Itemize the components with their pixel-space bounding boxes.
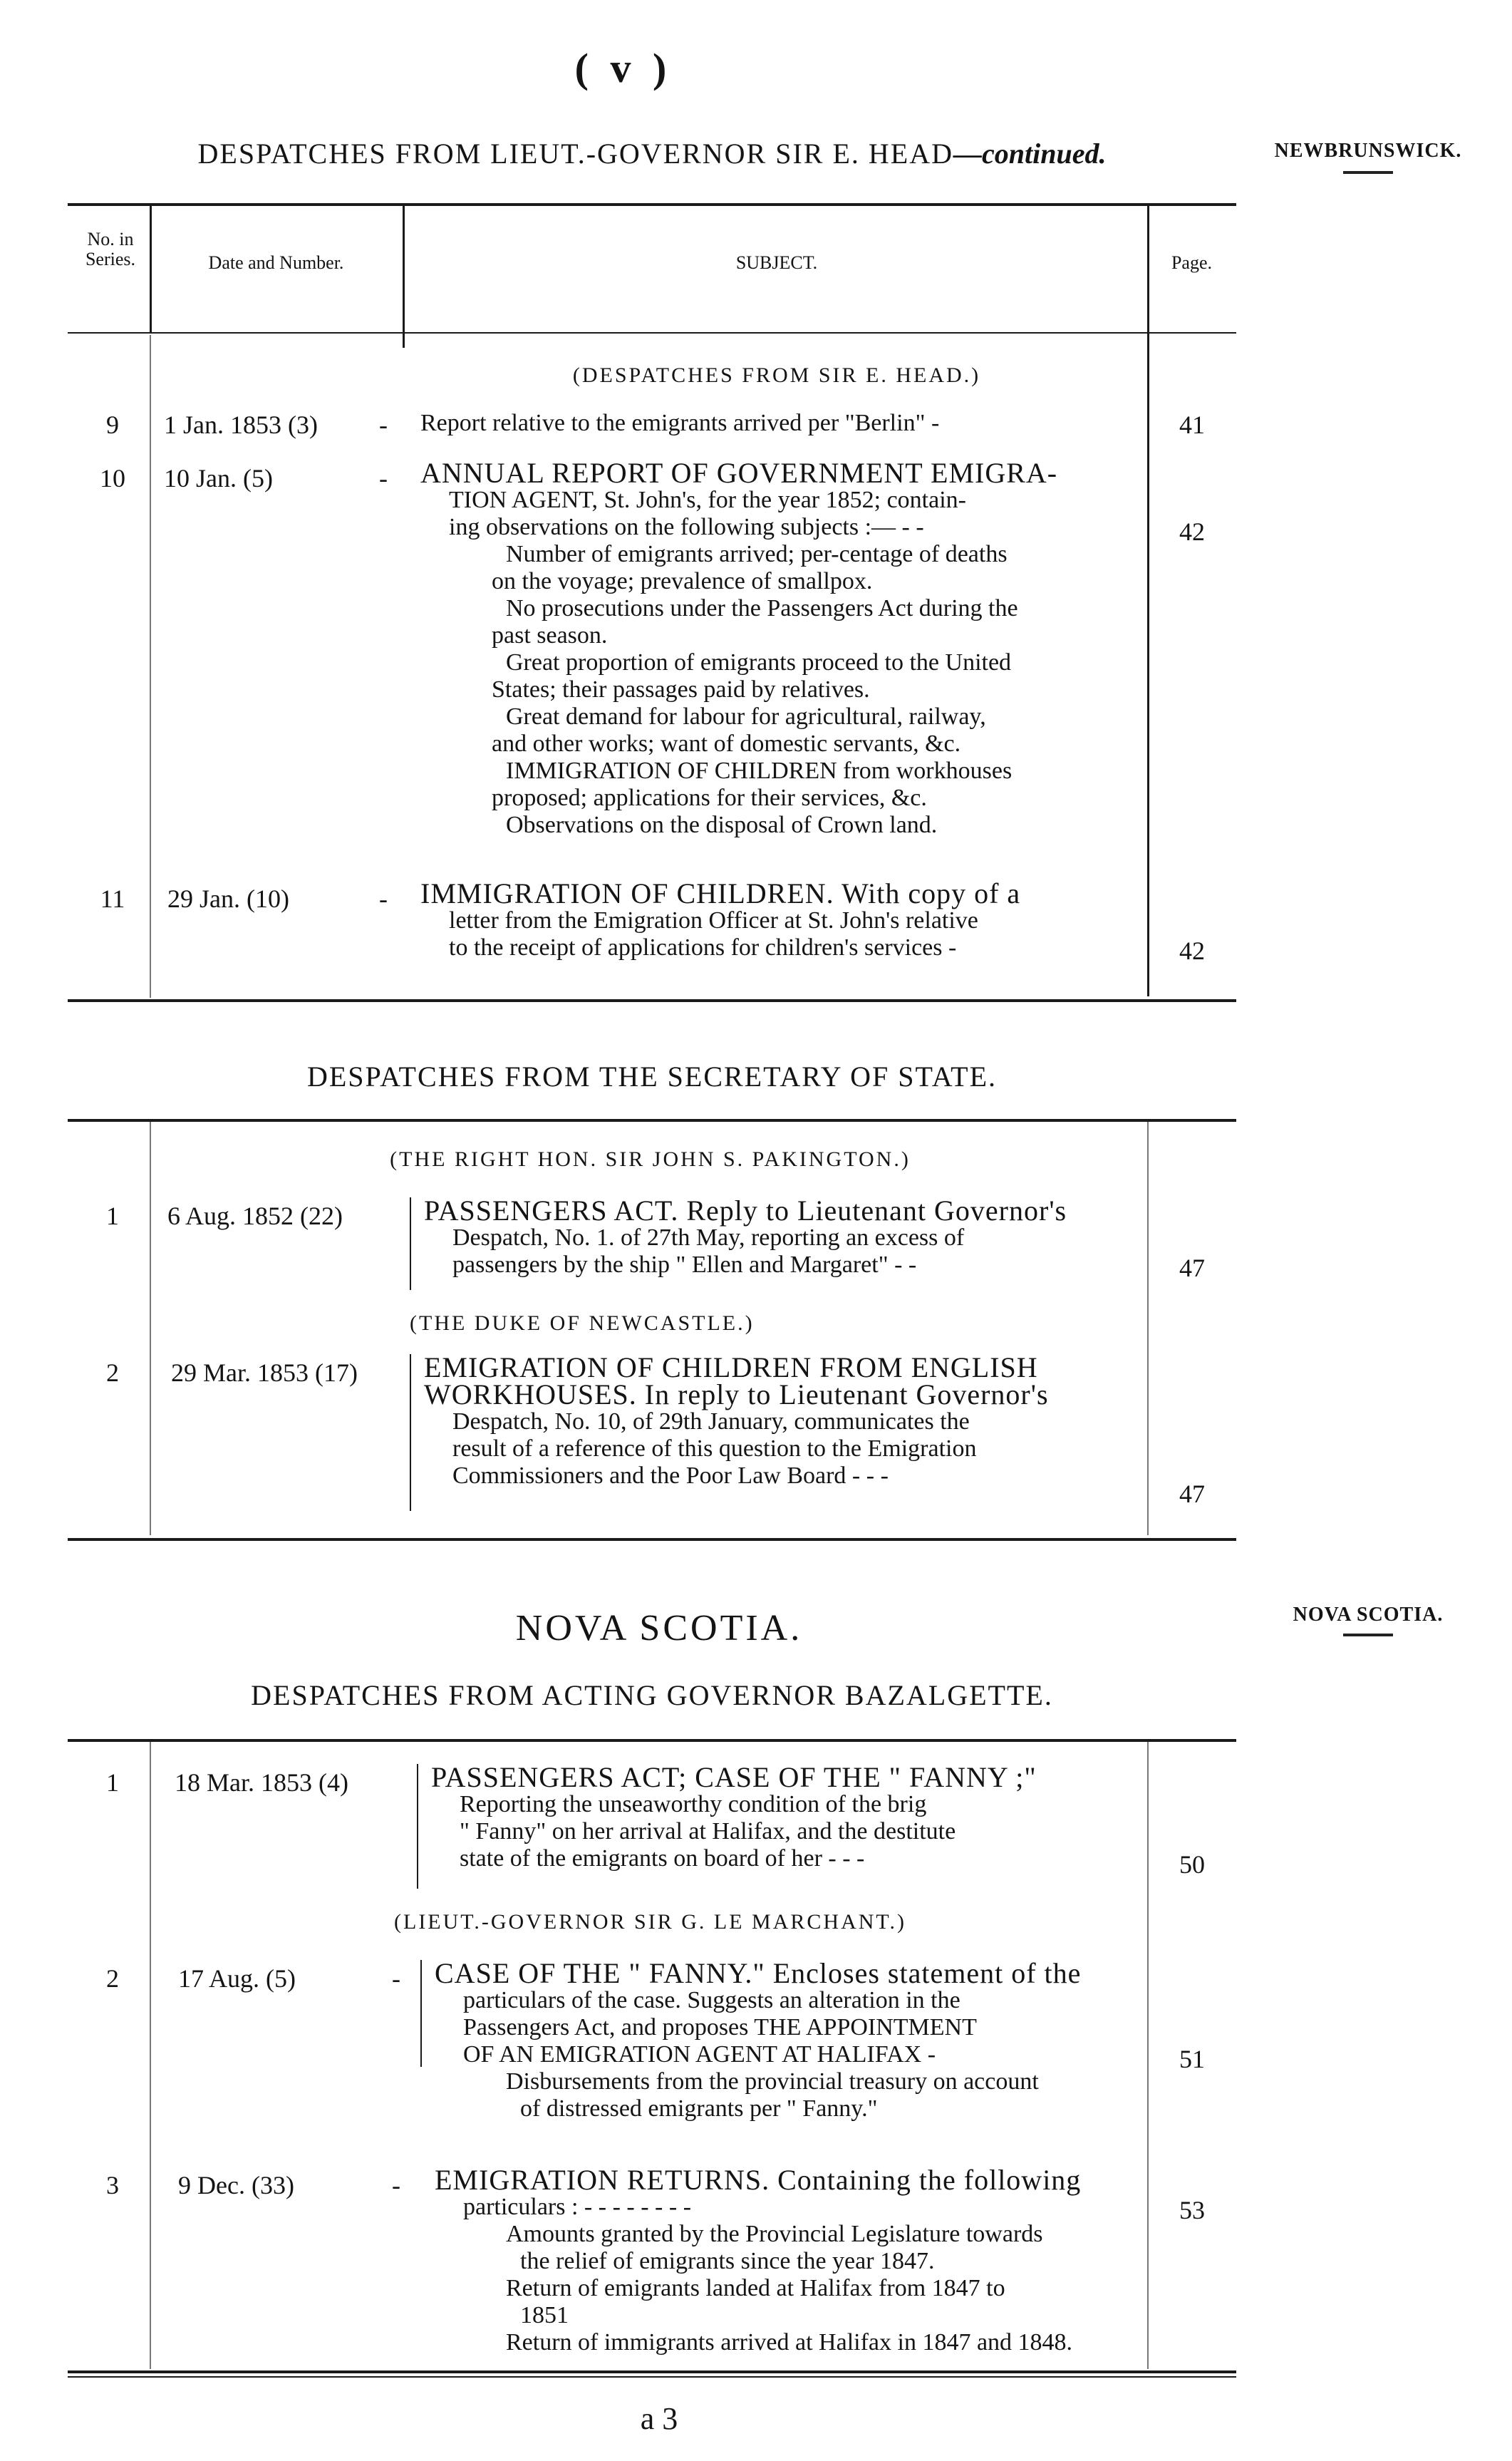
column-divider-dashed <box>150 1122 151 1535</box>
subject-line: and other works; want of domestic servants, &c. <box>492 731 961 757</box>
subject-rule <box>417 1764 418 1889</box>
subject-line: on the voyage; prevalence of smallpox. <box>492 568 873 594</box>
subject-line: " Fanny" on her arrival at Halifax, and the destitute <box>460 1818 956 1845</box>
subject-line: CASE OF THE " FANNY." Encloses statement of the <box>435 1957 1082 1989</box>
subject-line: OF AN EMIGRATION AGENT AT HALIFAX - <box>463 2041 936 2068</box>
row-dash: - <box>379 411 388 439</box>
row-date: 29 Mar. 1853 (17) <box>171 1358 358 1387</box>
row-subject <box>424 1351 1144 1490</box>
subject-line: No prosecutions under the Passengers Act during the <box>506 595 1018 621</box>
section-heading-secretary-of-state: DESPATCHES FROM THE SECRETARY OF STATE. <box>306 1061 998 1093</box>
table-bottom-rule <box>68 1538 1236 1541</box>
subject-line: IMMIGRATION OF CHILDREN from workhouses <box>506 758 1013 784</box>
subject-line: the relief of emigrants since the year 1847. <box>520 2248 935 2274</box>
subject-line: Amounts granted by the Provincial Legislature towards <box>506 2221 1043 2247</box>
column-divider-dashed <box>150 335 151 998</box>
country-title: NOVA SCOTIA. <box>515 1608 803 1649</box>
row-dash: - <box>392 2171 400 2199</box>
subject-line: Despatch, No. 1. of 27th May, reporting an excess of <box>452 1224 965 1251</box>
subject-line: ANNUAL REPORT OF GOVERNMENT EMIGRA- <box>420 457 1058 489</box>
subject-line: to the receipt of applications for children's services - <box>449 934 957 961</box>
row-number: 1 <box>106 1202 119 1230</box>
column-divider-dashed <box>1147 1122 1149 1535</box>
subject-line: Reporting the unseaworthy condition of the brig <box>460 1791 927 1817</box>
signature-mark: a 3 <box>640 2401 678 2436</box>
margin-label-nova-scotia: NOVA SCOTIA. <box>1293 1604 1444 1626</box>
row-number: 1 <box>106 1768 119 1797</box>
subject-line: Number of emigrants arrived; per-centage of deaths <box>506 541 1008 567</box>
column-divider <box>1147 205 1149 996</box>
table-top-rule <box>68 1739 1236 1742</box>
heading-text: DESPATCHES FROM LIEUT.-GOVERNOR SIR E. HEAD <box>197 138 954 170</box>
row-subject <box>431 1761 1144 1872</box>
table-bottom-rule <box>68 999 1236 1002</box>
row-date: 17 Aug. (5) <box>178 1964 296 1993</box>
subject-line: States; their passages paid by relatives. <box>492 676 870 703</box>
subject-line: IMMIGRATION OF CHILDREN. With copy of a <box>420 877 1021 909</box>
column-divider <box>150 205 152 334</box>
row-subject <box>435 1957 1144 2122</box>
table-top-rule <box>68 203 1236 206</box>
subject-line: letter from the Emigration Officer at St. John's relative <box>449 907 978 934</box>
row-subject <box>420 457 1140 839</box>
subject-line: past season. <box>492 622 608 649</box>
section-heading-new-brunswick <box>64 137 1240 170</box>
subject-line: result of a reference of this question to the Emigration <box>452 1435 977 1462</box>
subject-line: Return of immigrants arrived at Halifax in 1847 and 1848. <box>506 2329 1073 2356</box>
row-number: 11 <box>100 884 125 913</box>
subject-line: EMIGRATION OF CHILDREN FROM ENGLISH <box>424 1351 1038 1383</box>
subject-line: PASSENGERS ACT; CASE OF THE " FANNY ;" <box>431 1761 1037 1793</box>
row-page: 47 <box>1179 1480 1205 1508</box>
row-page: 50 <box>1179 1850 1205 1879</box>
row-date: 29 Jan. (10) <box>167 884 289 913</box>
group-label: (DESPATCHES FROM SIR E. HEAD.) <box>572 363 981 387</box>
subject-rule <box>410 1197 411 1290</box>
table-top-rule <box>68 1119 1236 1122</box>
header-rule <box>68 332 1236 334</box>
row-dash: - <box>379 464 388 492</box>
row-page: 42 <box>1179 937 1205 965</box>
subject-line: Disbursements from the provincial treasury on account <box>506 2068 1039 2095</box>
subject-line: of distressed emigrants per " Fanny." <box>520 2095 878 2122</box>
heading-continued: —continued. <box>953 138 1107 170</box>
subject-line: EMIGRATION RETURNS. Containing the following <box>435 2164 1082 2196</box>
row-page: 41 <box>1179 411 1205 439</box>
row-date: 1 Jan. 1853 (3) <box>164 411 318 439</box>
row-page: 42 <box>1179 517 1205 546</box>
subject-line: particulars of the case. Suggests an alteration in the <box>463 1987 960 2013</box>
subject-line: Despatch, No. 10, of 29th January, communicates the <box>452 1408 970 1435</box>
table-bottom-rule <box>68 2370 1236 2373</box>
row-subject <box>424 1197 1144 1279</box>
subject-line: Observations on the disposal of Crown land. <box>506 812 938 838</box>
margin-label-new-brunswick: NEWBRUNSWICK. <box>1274 140 1462 162</box>
margin-rule <box>1343 1634 1393 1636</box>
page-number: ( v ) <box>574 45 673 91</box>
row-date: 10 Jan. (5) <box>164 464 273 492</box>
row-subject <box>435 2164 1147 2356</box>
column-header-date: Date and Number. <box>208 252 344 273</box>
row-subject <box>420 410 1140 437</box>
row-dash: - <box>392 1964 400 1993</box>
subject-rule <box>410 1354 411 1511</box>
row-subject <box>420 877 1140 961</box>
column-divider-dashed <box>150 1742 151 2369</box>
subject-line: Return of emigrants landed at Halifax from 1847 to <box>506 2275 1005 2301</box>
section-heading-nova-scotia: DESPATCHES FROM ACTING GOVERNOR BAZALGETTE. <box>251 1679 1053 1711</box>
group-label: (LIEUT.-GOVERNOR SIR G. LE MARCHANT.) <box>394 1910 906 1934</box>
column-divider <box>403 205 405 348</box>
column-header-no: No. in Series. <box>85 229 136 269</box>
row-date: 9 Dec. (33) <box>178 2171 294 2199</box>
row-dash: - <box>379 884 388 913</box>
subject-line: Report relative to the emigrants arrived per "Berlin" - <box>420 410 940 436</box>
row-page: 51 <box>1179 2045 1205 2073</box>
column-header-page: Page. <box>1171 252 1213 273</box>
group-label: (THE DUKE OF NEWCASTLE.) <box>410 1311 755 1335</box>
subject-line: PASSENGERS ACT. Reply to Lieutenant Governor's <box>424 1195 1067 1227</box>
row-number: 2 <box>106 1358 119 1387</box>
row-date: 18 Mar. 1853 (4) <box>175 1768 348 1797</box>
subject-rule <box>420 1960 422 2067</box>
row-number: 9 <box>106 411 119 439</box>
margin-rule <box>1343 171 1393 174</box>
subject-line: TION AGENT, St. John's, for the year 1852; contain- <box>449 487 966 513</box>
row-date: 6 Aug. 1852 (22) <box>167 1202 343 1230</box>
subject-line: passengers by the ship " Ellen and Margaret" - - <box>452 1252 917 1278</box>
column-divider-dashed <box>1147 1742 1149 2369</box>
subject-line: Great demand for labour for agricultural, railway, <box>506 703 986 730</box>
table-bottom-rule-double <box>68 2376 1236 2378</box>
group-label: (THE RIGHT HON. SIR JOHN S. PAKINGTON.) <box>390 1147 911 1171</box>
subject-line: state of the emigrants on board of her - - - <box>460 1845 865 1872</box>
row-number: 10 <box>100 464 125 492</box>
row-number: 2 <box>106 1964 119 1993</box>
subject-line: proposed; applications for their services, &c. <box>492 785 927 811</box>
subject-line: 1851 <box>520 2302 569 2328</box>
subject-line: Passengers Act, and proposes THE APPOINTMENT <box>463 2014 977 2040</box>
column-header-subject: SUBJECT. <box>735 252 818 273</box>
row-number: 3 <box>106 2171 119 2199</box>
subject-line: particulars : - - - - - - - - <box>463 2194 692 2220</box>
subject-line: Commissioners and the Poor Law Board - - - <box>452 1462 889 1489</box>
row-page: 53 <box>1179 2196 1205 2224</box>
subject-line: ing observations on the following subjects :— - - <box>449 514 924 540</box>
row-page: 47 <box>1179 1254 1205 1282</box>
subject-line: WORKHOUSES. In reply to Lieutenant Governor's <box>424 1378 1049 1410</box>
subject-line: Great proportion of emigrants proceed to the United <box>506 649 1012 676</box>
